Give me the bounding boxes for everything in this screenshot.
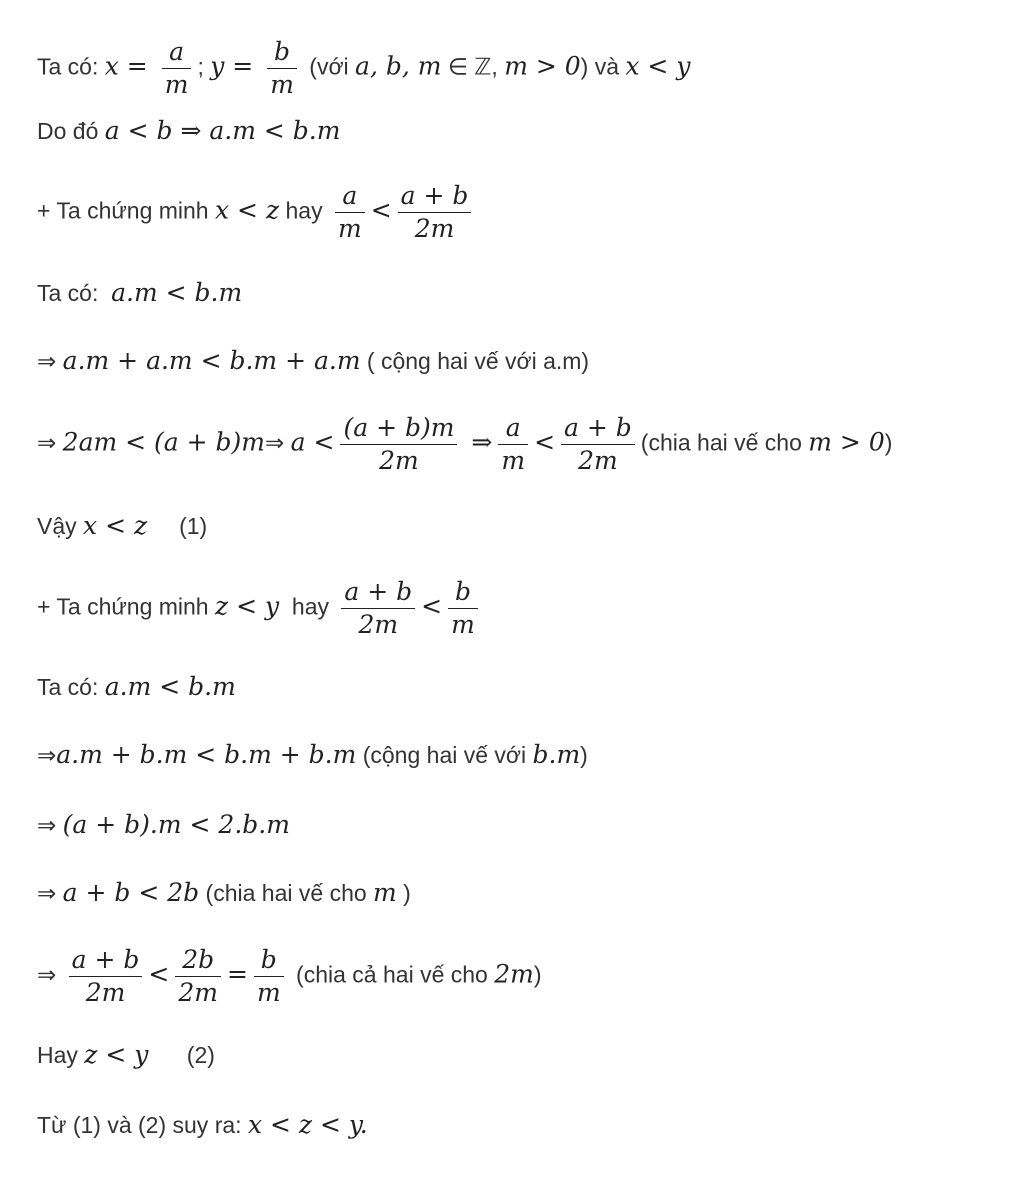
- fraction: [498, 412, 528, 477]
- fraction-numerator: 2b: [175, 944, 221, 977]
- line-6: [37, 412, 892, 477]
- text-segment: ⇒: [37, 429, 63, 456]
- math-expression: =: [227, 959, 248, 989]
- fraction-numerator: b: [448, 576, 478, 609]
- math-expression: m > 0: [808, 427, 885, 457]
- math-expression: m > 0: [504, 51, 581, 81]
- text-segment: (1): [147, 513, 208, 539]
- math-expression: <: [370, 195, 392, 225]
- text-segment: ) và: [580, 53, 626, 80]
- math-expression: b.m: [532, 740, 581, 769]
- math-expression: a < b ⇒ a.m < b.m: [104, 116, 341, 145]
- fraction-numerator: a + b: [398, 180, 472, 213]
- text-segment: Ta có:: [37, 53, 105, 80]
- text-segment: + Ta chứng minh: [37, 197, 215, 224]
- line-14: [37, 1040, 215, 1070]
- math-expression: a + b < 2b: [62, 878, 200, 907]
- fraction-denominator: m: [501, 446, 526, 475]
- line-7: [37, 511, 207, 541]
- fraction-numerator: (a + b)m: [340, 412, 457, 445]
- text-segment: ): [533, 961, 542, 988]
- text-segment: ⇒: [37, 880, 63, 906]
- text-segment: (với: [302, 53, 356, 80]
- text-segment: Vậy: [37, 513, 84, 539]
- line-8: [37, 576, 484, 641]
- text-segment: (chia hai vế cho: [640, 429, 809, 456]
- text-segment: ): [884, 429, 893, 456]
- fraction-denominator: m: [451, 610, 475, 639]
- math-expression: x < y: [625, 51, 691, 81]
- math-expression: z < y: [215, 591, 280, 621]
- fraction-denominator: 2m: [379, 446, 419, 475]
- fraction-denominator: 2m: [178, 978, 218, 1007]
- text-segment: ⇒: [37, 742, 57, 768]
- text-segment: Từ (1) và (2) suy ra:: [37, 1112, 248, 1138]
- text-segment: (chia cả hai vế cho: [289, 961, 495, 988]
- text-segment: hay: [279, 197, 329, 224]
- fraction-numerator: a + b: [561, 412, 635, 445]
- math-expression: <: [421, 591, 443, 621]
- math-expression: z < y: [84, 1040, 149, 1069]
- fraction-numerator: b: [254, 944, 284, 977]
- fraction-denominator: m: [256, 978, 281, 1007]
- text-segment: Ta có:: [37, 280, 112, 306]
- line-5: [37, 346, 589, 376]
- line-1: [37, 36, 690, 101]
- fraction-denominator: 2m: [414, 214, 455, 243]
- line-9: [37, 672, 236, 702]
- math-expression: a.m < b.m: [111, 278, 243, 307]
- text-segment: Do đó: [37, 118, 105, 144]
- fraction-numerator: b: [267, 36, 297, 69]
- text-segment: + Ta chứng minh: [37, 593, 215, 620]
- text-segment: ⇒: [37, 961, 63, 988]
- math-expression: <: [148, 959, 170, 989]
- line-11: [37, 810, 290, 840]
- line-13: [37, 944, 542, 1009]
- math-expression: 2am < (a + b)m: [62, 427, 265, 457]
- text-segment: (chia hai vế cho: [199, 880, 374, 906]
- line-12: [37, 878, 411, 908]
- math-expression: x < z: [215, 195, 280, 225]
- math-expression: x < z < y.: [247, 1110, 368, 1139]
- fraction-denominator: m: [338, 214, 362, 243]
- text-segment: hay: [279, 593, 336, 620]
- math-expression: y =: [210, 51, 262, 81]
- math-expression: ⇒: [463, 427, 493, 457]
- fraction: [267, 36, 297, 101]
- line-4: [37, 278, 242, 308]
- math-expression: (a + b).m < 2.b.m: [62, 810, 290, 839]
- text-segment: Hay: [37, 1042, 85, 1068]
- math-expression: a.m + b.m < b.m + b.m: [56, 740, 357, 769]
- text-segment: ⇒: [37, 812, 63, 838]
- math-expression: m: [373, 878, 397, 907]
- math-expression: a, b, m: [355, 51, 442, 81]
- math-expression: a <: [290, 427, 335, 457]
- fraction-numerator: a + b: [69, 944, 143, 977]
- text-segment: (cộng hai vế với: [356, 742, 533, 768]
- text-segment: ⇒: [265, 429, 291, 456]
- math-expression: x =: [104, 51, 156, 81]
- math-expression: a.m < b.m: [104, 672, 236, 701]
- math-expression: 2m: [494, 959, 534, 989]
- fraction-numerator: a + b: [341, 576, 415, 609]
- fraction-denominator: 2m: [578, 446, 618, 475]
- fraction-numerator: a: [335, 180, 365, 213]
- text-segment: ;: [197, 53, 211, 80]
- text-segment: (2): [148, 1042, 215, 1068]
- fraction: [175, 944, 221, 1009]
- math-expression: <: [534, 427, 556, 457]
- text-segment: ( cộng hai vế với a.m): [360, 348, 590, 374]
- line-10: [37, 740, 588, 770]
- fraction-numerator: a: [498, 412, 528, 445]
- fraction-numerator: a: [162, 36, 192, 69]
- fraction: [398, 180, 472, 245]
- line-2: [37, 116, 340, 146]
- text-segment: ): [396, 880, 411, 906]
- text-segment: ∈ ℤ,: [441, 53, 505, 80]
- fraction: [561, 412, 635, 477]
- fraction: [335, 180, 365, 245]
- fraction: [162, 36, 192, 101]
- line-15: [37, 1110, 368, 1140]
- fraction-denominator: m: [270, 70, 294, 99]
- fraction: [341, 576, 415, 641]
- fraction: [69, 944, 143, 1009]
- math-expression: x < z: [83, 511, 148, 540]
- text-segment: Ta có:: [37, 674, 105, 700]
- fraction-denominator: m: [164, 70, 189, 99]
- fraction-denominator: 2m: [85, 978, 126, 1007]
- line-3: [37, 180, 477, 245]
- text-segment: ): [580, 742, 588, 768]
- fraction-denominator: 2m: [358, 610, 399, 639]
- text-segment: ⇒: [37, 348, 63, 374]
- fraction: [448, 576, 478, 641]
- fraction: [254, 944, 284, 1009]
- math-expression: a.m + a.m < b.m + a.m: [62, 346, 361, 375]
- fraction: [340, 412, 457, 477]
